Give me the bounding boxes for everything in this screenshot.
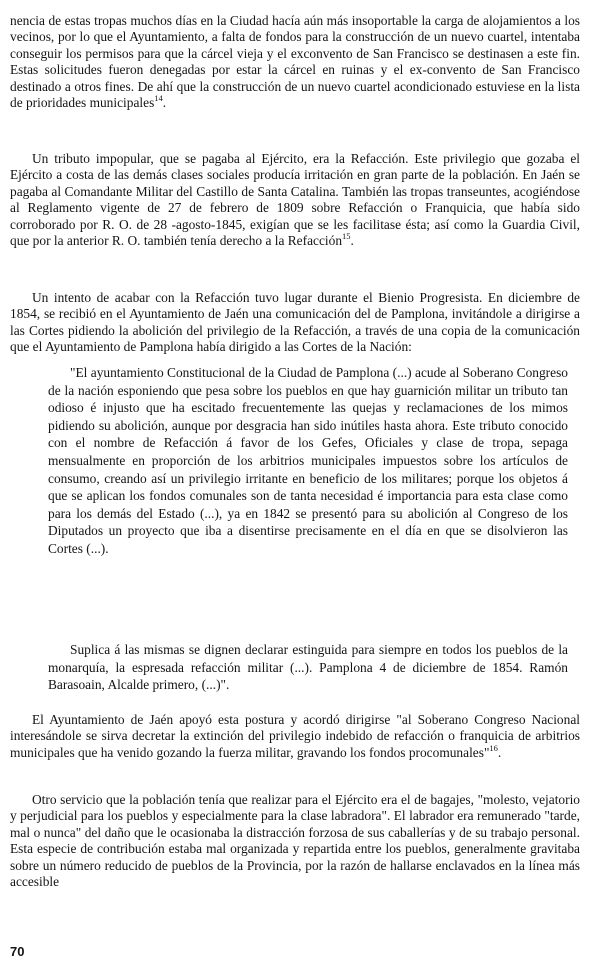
paragraph-text: El Ayuntamiento de Jaén apoyó esta postura y acordó dirigirse "al Soberano Congreso Nacional interesándole se sirva decretar la extinción del privilegio indebido de refacción o franquicia de arbitrios municipales que ha venido gozando la fuerza militar, gravando los fondos procomunales": [10, 712, 580, 760]
paragraph-text: nencia de estas tropas muchos días en la Ciudad hacía aún más insoportable la carga de alojamientos a los vecinos, por lo que el Ayuntamiento, a falta de fondos para la construcción de un nuevo cuartel, intentaba conseguir los permisos para que la cárcel vieja y el exconvento de San Francisco se destinasen a este fin. Estas solicitudes fueron denegadas por estar la cárcel en ruinas y el ex-convento de San Francisco destinado a otros fines. De ahí que la construcción de un nuevo cuartel acondicionado estuviese en la lista de prioridades municipales: [10, 13, 580, 111]
footnote-ref: 16: [489, 742, 498, 753]
paragraph-text: Un intento de acabar con la Refacción tuvo lugar durante el Bienio Progresista. En diciembre de 1854, se recibió en el Ayuntamiento de Jaén una comunicación del de Pamplona, invitándole a dirigirse a las Cortes pidiendo la abolición del privilegio de la Refacción, a través de una copia de la comunicación que el Ayuntamiento de Pamplona había dirigido a las Cortes de la Nación:: [10, 290, 580, 355]
block-quote-2: [48, 641, 568, 694]
paragraph-text: Otro servicio que la población tenía que realizar para el Ejército era el de bagajes, "molesto, vejatorio y perjudicial para los pueblos y especialmente para la clase labradora". El labrador era remunerado "tarde, mal o nunca" del daño que le ocasionaba la distracción forzosa de sus caballerías y de su trabajo personal. Esta especie de contribución estaba mal organizada y repartida entre los pueblos, generalmente gravitaba sobre un número reducido de pueblos de la Provincia, por la razón de hallarse enclavados en la línea más accesible: [10, 792, 580, 890]
paragraph-2: [10, 151, 580, 249]
paragraph-4: [10, 712, 580, 761]
block-quote-1: [48, 364, 568, 558]
page-number: 70: [10, 944, 25, 959]
paragraph-end: .: [497, 744, 502, 760]
footnote-ref: 15: [342, 231, 351, 242]
paragraph-1: [10, 13, 580, 111]
footnote-ref: 14: [154, 93, 163, 104]
paragraph-end: .: [350, 233, 354, 249]
paragraph-3: [10, 290, 580, 356]
quote-text: Suplica á las mismas se dignen declarar estinguida para siempre en todos los pueblos de la monarquía, la espresada refacción militar (...). Pamplona 4 de diciembre de 1854. Ramón Barasoain, Alcalde primero, (...)".: [48, 642, 568, 693]
paragraph-text: Un tributo impopular, que se pagaba al Ejército, era la Refacción. Este privilegio que gozaba el Ejército a costa de las demás clases sociales producía irritación en gran parte de la población. En Jaén se pagaba al Comandante Militar del Castillo de Santa Catalina. También las tropas transeuntes, acogiéndose al Reglamento vigente de 27 de febrero de 1809 sobre Refacción o Franquicia, que había sido corroborado por R. O. de 28 -agosto-1845, exigían que se les facilitase ésta; así como la Guardia Civil, que por la anterior R. O. también tenía derecho a la Refacción: [10, 151, 580, 249]
paragraph-5: [10, 792, 580, 890]
quote-text: "El ayuntamiento Constitucional de la Ciudad de Pamplona (...) acude al Soberano Congreso de la nación esponiendo que pesa sobre los pueblos en que hay guarnición militar un tributo tan odioso é injusto que ha escitado frecuentemente las quejas y reclamaciones de los mimos pidiendo su abolición, aunque por desgracia han sido inútiles hasta ahora. Este tributo conocido con el nombre de Refacción á favor de los Gefes, Oficiales y clase de tropa, sepaga mensualmente en proporción de los arbitrios municipales impuestos sobre los artículos de consumo, creando así un privilegio irritante en beneficio de los militares; porque los objetos á que se aplican los fondos comunales son de tanta necesidad é importancia para esta clase como para los demás del Estado (...), ya en 1842 se presentó para su abolición al Congreso de los Diputados un proyecto que iba a disentirse precisamente en el día en que se disolvieron las Cortes (...).: [48, 365, 568, 556]
paragraph-end: .: [162, 95, 167, 111]
